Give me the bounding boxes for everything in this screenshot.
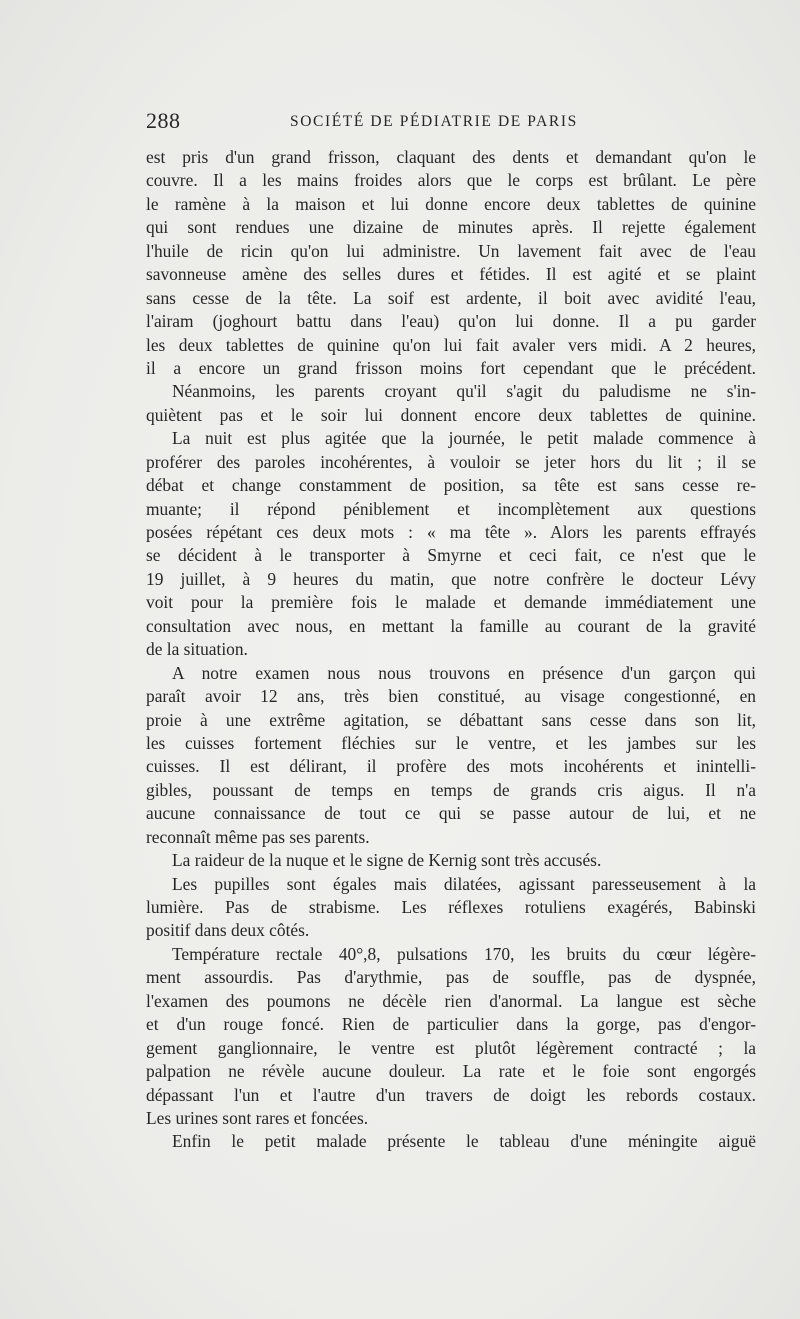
text-line: l'examen des poumons ne décèle rien d'anormal. La langue est sèche <box>146 990 756 1011</box>
text-line: palpation ne révèle aucune douleur. La rate et le foie sont engorgés <box>146 1061 756 1082</box>
text-line: consultation avec nous, en mettant la famille au courant de la gravité <box>146 615 756 636</box>
text-line: l'huile de ricin qu'on lui administre. Un lavement fait avec de l'eau <box>146 240 756 261</box>
text-line: savonneuse amène des selles dures et fétides. Il est agité et se plaint <box>146 264 756 285</box>
text-line: les deux tablettes de quinine qu'on lui fait avaler vers midi. A 2 heures, <box>146 334 756 355</box>
text-line: qui sont rendues une dizaine de minutes après. Il rejette également <box>146 217 756 238</box>
text-line: les cuisses fortement fléchies sur le ventre, et les jambes sur les <box>146 732 756 753</box>
text-line: sans cesse de la tête. La soif est ardente, il boit avec avidité l'eau, <box>146 287 756 308</box>
text-line: A notre examen nous nous trouvons en présence d'un garçon qui <box>172 662 756 683</box>
text-line: ment assourdis. Pas d'arythmie, pas de souffle, pas de dyspnée, <box>146 967 756 988</box>
text-line: Les urines sont rares et foncées. <box>146 1107 369 1128</box>
text-line: couvre. Il a les mains froides alors que le corps est brûlant. Le père <box>146 170 756 191</box>
text-line: est pris d'un grand frisson, claquant des dents et demandant qu'on le <box>146 147 756 167</box>
text-line: Néanmoins, les parents croyant qu'il s'agit du paludisme ne s'in- <box>172 381 756 402</box>
text-line: proie à une extrême agitation, se débattant sans cesse dans son lit, <box>146 709 756 730</box>
text-line: reconnaît même pas ses parents. <box>146 826 370 847</box>
text-line: positif dans deux côtés. <box>146 920 310 941</box>
text-line: proférer des paroles incohérentes, à vouloir se jeter hors du lit ; il se <box>146 451 756 472</box>
text-line: posées répétant ces deux mots : « ma tête ». Alors les parents effrayés <box>146 522 756 542</box>
page-number: 288 <box>146 108 181 133</box>
text-line: se décident à le transporter à Smyrne et ceci fait, ce n'est que le <box>146 545 756 566</box>
text-line: lumière. Pas de strabisme. Les réflexes rotuliens exagérés, Babinski <box>146 897 756 917</box>
text-line: 19 juillet, à 9 heures du matin, que notre confrère le docteur Lévy <box>146 568 756 589</box>
text-line: Les pupilles sont égales mais dilatées, agissant paresseusement à la <box>172 873 756 894</box>
text-line: quiètent pas et le soir lui donnent encore deux tablettes de quinine. <box>146 404 756 425</box>
text-line: il a encore un grand frisson moins fort cependant que le précédent. <box>146 357 756 378</box>
text-line: gibles, poussant de temps en temps de grands cris aigus. Il n'a <box>146 779 756 800</box>
text-line: aucune connaissance de tout ce qui se passe autour de lui, et ne <box>146 803 756 824</box>
body-text <box>146 146 756 1154</box>
text-line: La raideur de la nuque et le signe de Kernig sont très accusés. <box>172 850 602 871</box>
text-line: dépassant l'un et l'autre d'un travers de doigt les rebords costaux. <box>146 1084 756 1105</box>
text-line: cuisses. Il est délirant, il profère des mots incohérents et inintelli- <box>146 756 756 777</box>
text-line: le ramène à la maison et lui donne encore deux tablettes de quinine <box>146 193 756 214</box>
text-line: l'airam (joghourt battu dans l'eau) qu'on lui donne. Il a pu garder <box>146 311 756 332</box>
text-line: et d'un rouge foncé. Rien de particulier dans la gorge, pas d'engor- <box>146 1014 756 1035</box>
text-line: muante; il répond péniblement et incomplètement aux questions <box>146 498 756 519</box>
text-line: Enfin le petit malade présente le tableau d'une méningite aiguë <box>172 1131 756 1152</box>
running-title: SOCIÉTÉ DE PÉDIATRIE DE PARIS <box>290 113 578 130</box>
text-line: voit pour la première fois le malade et demande immédiatement une <box>146 592 756 613</box>
text-line: La nuit est plus agitée que la journée, le petit malade commence à <box>172 428 756 449</box>
running-head <box>146 108 756 138</box>
text-line: gement ganglionnaire, le ventre est plutôt légèrement contracté ; la <box>146 1037 756 1058</box>
text-line: Température rectale 40°,8, pulsations 170, les bruits du cœur légère- <box>172 943 756 964</box>
text-line: de la situation. <box>146 639 248 660</box>
text-line: débat et change constamment de position, sa tête est sans cesse re- <box>146 475 756 496</box>
text-line: paraît avoir 12 ans, très bien constitué, au visage congestionné, en <box>146 686 756 707</box>
